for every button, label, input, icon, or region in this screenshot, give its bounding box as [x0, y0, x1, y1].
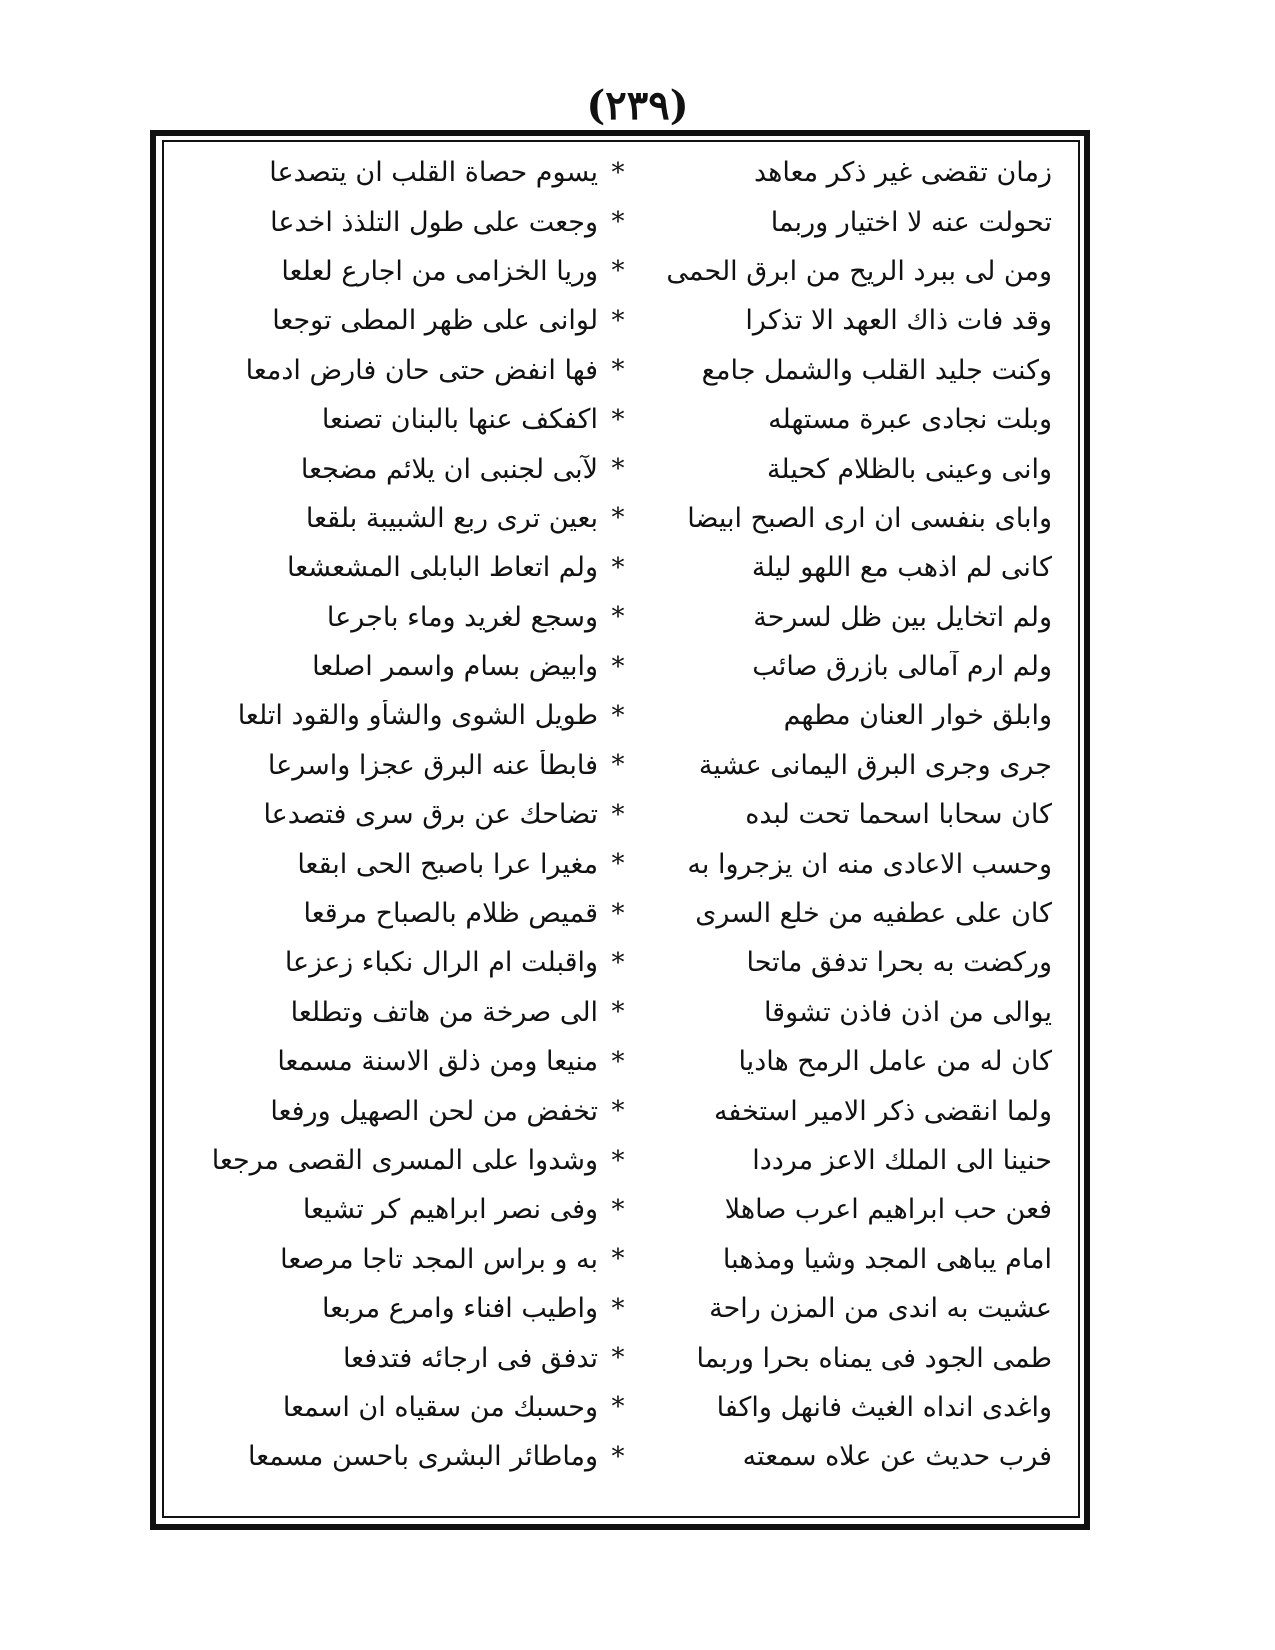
second-hemistich: منيعا ومن ذلق الاسنة مسمعا — [277, 1046, 599, 1078]
first-hemistich: يوالى من اذن فاذن تشوقا — [763, 996, 1052, 1028]
second-hemistich: بعين ترى ربع الشبيبة بلقعا — [305, 502, 599, 534]
verse-list — [184, 148, 1058, 1482]
second-hemistich: يسوم حصاة القلب ان يتصدعا — [269, 157, 599, 189]
first-hemistich: كانى لم اذهب مع اللهو ليلة — [751, 552, 1052, 584]
second-hemistich: به و براس المجد تاجا مرصعا — [280, 1243, 599, 1275]
second-hemistich: واطيب افناء وامرع مربعا — [321, 1293, 599, 1325]
hemistich-separator: * — [611, 454, 625, 485]
second-hemistich: واقبلت ام الرال نكباء زعزعا — [284, 947, 599, 979]
hemistich-separator: * — [611, 1441, 625, 1472]
second-hemistich: لوانى على ظهر المطى توجعا — [272, 305, 599, 337]
hemistich-separator: * — [611, 305, 625, 336]
verse-row — [184, 691, 1058, 740]
first-hemistich: ولم اتخايل بين ظل لسرحة — [753, 601, 1052, 633]
verse-row — [184, 1383, 1058, 1432]
hemistich-separator: * — [611, 404, 625, 435]
hemistich-separator: * — [611, 1194, 625, 1225]
verse-row — [184, 790, 1058, 839]
verse-row — [184, 642, 1058, 691]
hemistich-separator: * — [611, 503, 625, 534]
verse-row — [184, 543, 1058, 592]
verse-row — [184, 1432, 1058, 1481]
verse-row — [184, 296, 1058, 345]
verse-row — [184, 346, 1058, 395]
first-hemistich: واباى بنفسى ان ارى الصبح ابيضا — [687, 502, 1052, 534]
hemistich-separator: * — [611, 1392, 625, 1423]
second-hemistich: تضاحك عن برق سرى فتصدعا — [263, 799, 599, 831]
first-hemistich: وانى وعينى بالظلام كحيلة — [766, 453, 1052, 485]
first-hemistich: ومن لى ببرد الريح من ابرق الحمى — [666, 255, 1052, 287]
page-frame — [150, 130, 1090, 1530]
first-hemistich: فعن حب ابراهيم اعرب صاهلا — [724, 1194, 1052, 1226]
first-hemistich: كان له من عامل الرمح هاديا — [738, 1046, 1052, 1078]
first-hemistich: عشيت به اندى من المزن راحة — [709, 1293, 1052, 1325]
hemistich-separator: * — [611, 997, 625, 1028]
second-hemistich: طويل الشوى والشأو والقود اتلعا — [237, 700, 599, 732]
hemistich-separator: * — [611, 750, 625, 781]
first-hemistich: جرى وجرى البرق اليمانى عشية — [698, 749, 1052, 781]
first-hemistich: زمان تقضى غير ذكر معاهد — [753, 157, 1052, 189]
first-hemistich: كان على عطفيه من خلع السرى — [695, 898, 1052, 930]
first-hemistich: كان سحابا اسحما تحت لبده — [745, 799, 1052, 831]
second-hemistich: وشدوا على المسرى القصى مرجعا — [211, 1145, 599, 1176]
hemistich-separator: * — [611, 1145, 625, 1176]
verse-row — [184, 839, 1058, 888]
first-hemistich: فرب حديث عن علاه سمعته — [742, 1441, 1052, 1473]
hemistich-separator: * — [611, 207, 625, 238]
verse-row — [184, 741, 1058, 790]
verse-row — [184, 938, 1058, 987]
first-hemistich: وكنت جليد القلب والشمل جامع — [701, 354, 1052, 386]
hemistich-separator: * — [611, 256, 625, 287]
verse-row — [184, 197, 1058, 246]
second-hemistich: وسجع لغريد وماء باجرعا — [326, 601, 599, 633]
hemistich-separator: * — [611, 947, 625, 978]
verse-row — [184, 1284, 1058, 1333]
verse-row — [184, 1136, 1058, 1185]
first-hemistich: ولما انقضى ذكر الامير استخفه — [713, 1095, 1052, 1127]
second-hemistich: فابطأ عنه البرق عجزا واسرعا — [267, 749, 599, 781]
second-hemistich: وجعت على طول التلذذ اخدعا — [270, 206, 599, 238]
verse-row — [184, 395, 1058, 444]
second-hemistich: وماطائر البشرى باحسن مسمعا — [247, 1441, 599, 1473]
verse-row — [184, 1333, 1058, 1382]
hemistich-separator: * — [611, 651, 625, 682]
hemistich-separator: * — [611, 355, 625, 386]
hemistich-separator: * — [611, 849, 625, 880]
hemistich-separator: * — [611, 1343, 625, 1374]
hemistich-separator: * — [611, 1046, 625, 1077]
second-hemistich: فها انفض حتى حان فارض ادمعا — [245, 354, 599, 386]
second-hemistich: وفى نصر ابراهيم كر تشيعا — [302, 1194, 599, 1226]
hemistich-separator: * — [611, 552, 625, 583]
hemistich-separator: * — [611, 700, 625, 731]
first-hemistich: وركضت به بحرا تدفق ماتحا — [746, 947, 1052, 979]
first-hemistich: واغدى انداه الغيث فانهل واكفا — [716, 1391, 1052, 1423]
second-hemistich: اكفكف عنها بالبنان تصنعا — [321, 404, 599, 436]
first-hemistich: تحولت عنه لا اختيار وربما — [770, 206, 1052, 238]
hemistich-separator: * — [611, 1244, 625, 1275]
second-hemistich: تدفق فى ارجائه فتدفعا — [342, 1342, 599, 1374]
second-hemistich: تخفض من لحن الصهيل ورفعا — [270, 1095, 599, 1127]
hemistich-separator: * — [611, 1096, 625, 1127]
verse-row — [184, 494, 1058, 543]
hemistich-separator: * — [611, 898, 625, 929]
page-frame-inner-border — [162, 140, 1080, 1518]
verse-row — [184, 988, 1058, 1037]
verse-row — [184, 1086, 1058, 1135]
hemistich-separator: * — [611, 1293, 625, 1324]
second-hemistich: لآبى لجنبى ان يلائم مضجعا — [300, 453, 599, 485]
verse-row — [184, 444, 1058, 493]
verse-row — [184, 889, 1058, 938]
hemistich-separator: * — [611, 157, 625, 188]
second-hemistich: ولم اتعاط البابلى المشعشعا — [286, 552, 599, 584]
first-hemistich: طمى الجود فى يمناه بحرا وربما — [696, 1342, 1052, 1374]
hemistich-separator: * — [611, 799, 625, 830]
first-hemistich: حنينا الى الملك الاعز مرددا — [752, 1145, 1052, 1176]
verse-row — [184, 148, 1058, 197]
second-hemistich: الى صرخة من هاتف وتطلعا — [290, 996, 599, 1028]
hemistich-separator: * — [611, 602, 625, 633]
verse-row — [184, 593, 1058, 642]
first-hemistich: ولم ارم آمالى بازرق صائب — [752, 651, 1052, 683]
second-hemistich: وريا الخزامى من اجارع لعلعا — [281, 255, 599, 287]
page-number: (٢٣٩) — [586, 82, 689, 129]
verse-row — [184, 1185, 1058, 1234]
first-hemistich: وابلق خوار العنان مطهم — [783, 700, 1052, 732]
second-hemistich: وابيض بسام واسمر اصلعا — [312, 651, 599, 683]
first-hemistich: وحسب الاعادى منه ان يزجروا به — [687, 848, 1052, 880]
verse-row — [184, 247, 1058, 296]
second-hemistich: مغيرا عرا باصبح الحى ابقعا — [297, 848, 599, 880]
verse-row — [184, 1235, 1058, 1284]
first-hemistich: امام يباهى المجد وشيا ومذهبا — [722, 1243, 1052, 1275]
second-hemistich: وحسبك من سقياه ان اسمعا — [282, 1391, 599, 1423]
first-hemistich: وقد فات ذاك العهد الا تذكرا — [745, 305, 1052, 337]
second-hemistich: قميص ظلام بالصباح مرقعا — [303, 898, 599, 930]
first-hemistich: وبلت نجادى عبرة مستهله — [768, 404, 1052, 436]
verse-row — [184, 1037, 1058, 1086]
